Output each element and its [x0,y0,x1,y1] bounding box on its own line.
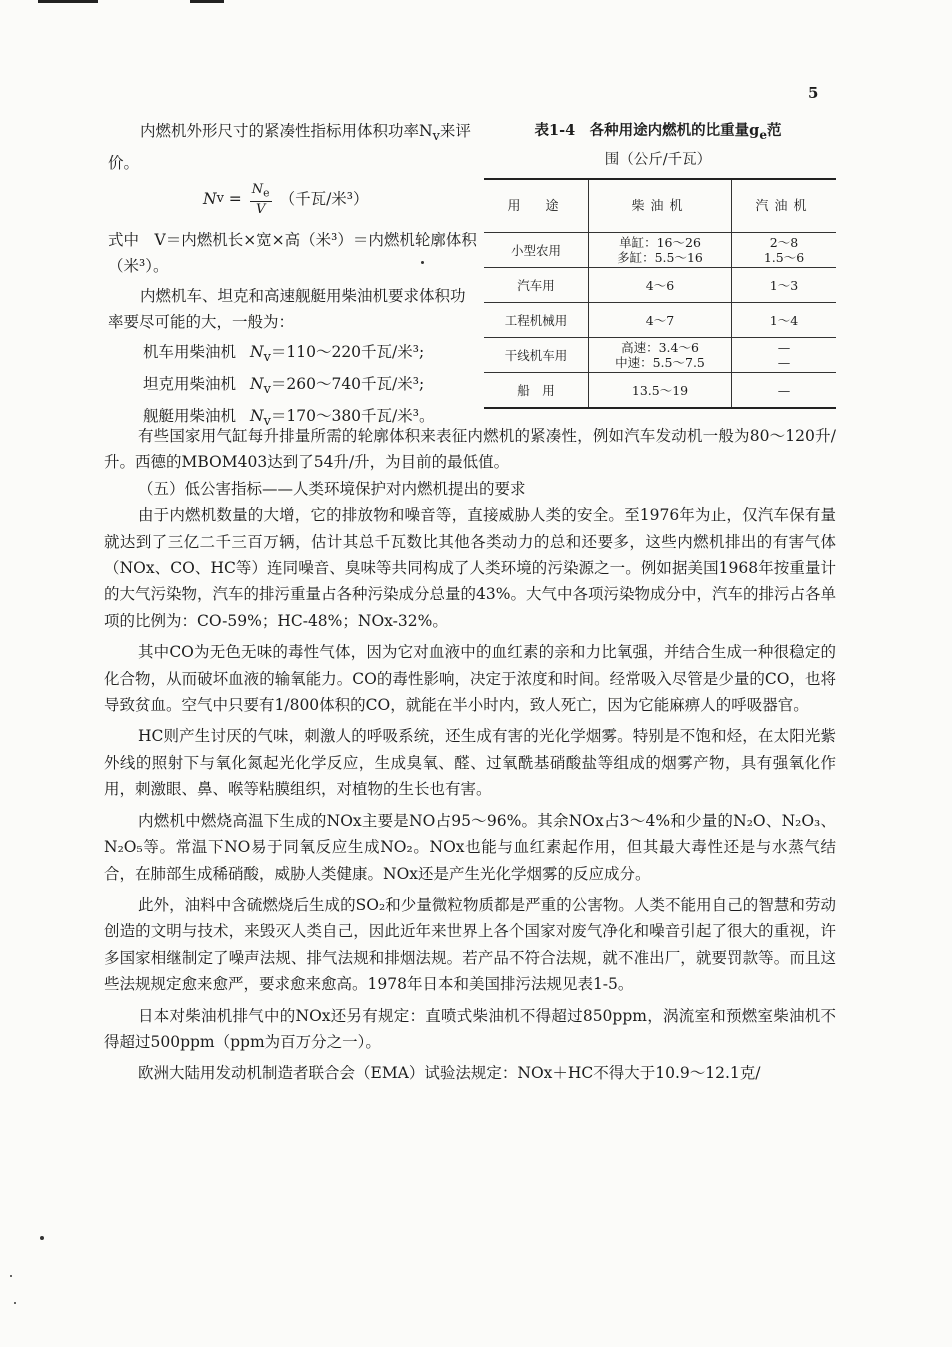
spec-range: ＝260～740千瓦/米³; [270,374,425,393]
formula-denominator: V [255,201,266,217]
table-header-row [484,179,836,233]
spec-symbol-text: N [250,374,264,393]
caption-text: 表1-4 各种用途内燃机的比重量g [534,122,760,139]
spec-symbol-sub: v [263,349,271,365]
section-heading: （五）低公害指标——人类环境保护对内燃机提出的要求 [138,479,526,498]
cell-gasoline: 1～4 [732,303,837,338]
intro-paragraph [108,118,478,176]
cell-gasoline: 1～3 [732,268,837,303]
header-use: 用 途 [484,179,589,233]
diesel-line: 单缸：16～26 [619,235,701,250]
formula-unit: （千瓦/米³） [279,190,369,209]
formula-num-text: N [251,182,264,198]
gasoline-line: 1.5～6 [763,250,805,265]
formula-lhs-sub: v [216,191,224,207]
scan-speck [421,261,424,264]
cell-diesel [589,338,732,373]
intro-text: 内燃机外形尺寸的紧凑性指标用体积功率N [140,122,433,140]
gasoline-line: 2～8 [769,235,799,250]
requirement-paragraph: 内燃机车、坦克和高速舰艇用柴油机要求体积功率要尽可能的大，一般为： [108,286,466,331]
cell-gasoline [732,338,837,373]
table-row [484,303,836,338]
spec-symbol-sub: v [263,413,271,429]
diesel-line: 高速：3.4～6 [621,340,699,355]
cell-gasoline [732,233,837,268]
paragraph-compactness: 有些国家用气缸每升排量所需的轮廓体积来表征内燃机的紧凑性，例如汽车发动机一般为80～120升/升。西德的MBOM403达到了54升/升，为目前的最低值。 [104,427,836,472]
formula-numerator [250,182,272,202]
header-gasoline: 汽油机 [732,179,837,233]
spec-symbol [250,374,271,397]
intro-sub: v [432,129,440,145]
cell-use: 工程机械用 [484,303,589,338]
spec-line-tank [108,371,478,403]
spec-range: ＝110～220千瓦/米³; [270,342,425,361]
table-row [484,338,836,373]
caption-sub: e [759,127,768,142]
spec-symbol-text: N [250,342,264,361]
cell-use: 小型农用 [484,233,589,268]
formula-lhs: N [203,190,217,209]
spec-symbol-text: N [250,406,264,425]
cell-diesel: 4～7 [589,303,732,338]
table-row [484,268,836,303]
cell-diesel [589,233,732,268]
cell-use: 汽车用 [484,268,589,303]
paragraph-japan: 日本对柴油机排气中的NOx还另有规定：直喷式柴油机不得超过850ppm，涡流室和预燃室柴油机不得超过500ppm（ppm为百万分之一）。 [104,1006,836,1051]
spec-name: 机车用柴油机 [143,342,237,361]
diesel-line: 多缸：5.5～16 [617,250,703,265]
formula-equals: = [223,190,242,209]
volume-power-formula [108,182,478,217]
gasoline-line: — [777,340,791,355]
cell-use: 船 用 [484,373,589,409]
caption-tail: 范 [767,122,782,139]
table-caption-line2: 围（公斤/千瓦） [604,151,712,168]
scan-mark-mid [190,0,224,3]
spec-name: 舰艇用柴油机 [143,406,237,425]
header-diesel: 柴油机 [589,179,732,233]
cell-diesel: 13.5～19 [589,373,732,409]
paragraph-co: 其中CO为无色无味的毒性气体，因为它对血液中的血红素的亲和力比氧强，并结合生成一种很稳定的化合物，从而破坏血液的输氧能力。CO的毒性影响，决定于浓度和时间。经常吸入尽管是少量的CO，也将导致贫血。空气中只要有1/800体积的CO，就能在半小时内，致人死亡，因为它能麻痹人的呼吸器官。 [104,643,836,715]
formula-num-sub: e [263,186,270,200]
paragraph-ema: 欧洲大陆用发动机制造者联合会（EMA）试验法规定：NOx＋HC不得大于10.9～12.1克/ [138,1064,761,1083]
paragraph-hc: HC则产生讨厌的气味，刺激人的呼吸系统，还生成有害的光化学烟雾。特别是不饱和烃，在太阳光紫外线的照射下与氧化氮起光化学反应，生成臭氧、醛、过氧酰基硝酸盐等组成的烟雾产物，具有强氧化作用，刺激眼、鼻、喉等粘膜组织，对植物的生长也有害。 [104,727,836,799]
page-number: 5 [808,84,819,102]
spec-range: ＝170～380千瓦/米³。 [270,406,435,425]
gasoline-line: — [777,355,791,370]
specific-weight-table [484,178,836,409]
table-row [484,373,836,409]
main-text [104,423,836,1092]
paragraph-nox: 内燃机中燃烧高温下生成的NOx主要是NO占95～96%。其余NOx占3～4%和少量的N₂O、N₂O₃、N₂O₅等。常温下NO易于同氧反应生成NO₂。NOx也能与血红素起作用，但其最大毒性还是与水蒸气结合，在肺部生成稀硝酸，威胁人类健康。NOx还是产生光化学烟雾的反应成分。 [104,811,836,883]
intro-tail: 来评价。 [108,122,471,173]
cell-gasoline: — [732,373,837,409]
paragraph-emissions: 由于内燃机数量的大增，它的排放物和噪音等，直接威胁人类的安全。至1976年为止，仅汽车保有量就达到了三亿二千三百万辆，估计其总千瓦数比其他各类动力的总和还要多，这些内燃机排出的有害气体（NOx、CO、HC等）连同噪音、臭味等共同构成了人类环境的污染源之一。例如据美国1968年按重量计的大气污染物，汽车的排污重量占各种污染成分总量的43%。大气中各项污染物成分中，汽车的排污占各单项的比例为：CO-59%；HC-48%；NOx-32%。 [104,506,836,630]
diesel-line: 中速：5.5～7.5 [615,355,705,370]
spec-symbol [250,342,271,365]
cell-diesel: 4～6 [589,268,732,303]
table-caption-line1 [508,118,808,148]
definition-paragraph: 式中 V＝内燃机长×宽×高（米³）＝内燃机轮廓体积（米³）。 [108,230,477,275]
scan-speck [40,1236,44,1240]
spec-line-locomotive [108,339,478,371]
left-column [108,118,478,435]
cell-use: 干线机车用 [484,338,589,373]
table-caption [508,118,808,173]
scan-speck [14,1302,16,1304]
scan-mark-left [38,0,98,3]
spec-name: 坦克用柴油机 [143,374,237,393]
scan-speck [10,1275,12,1277]
spec-symbol-sub: v [263,381,271,397]
formula-fraction [250,182,272,217]
paragraph-regulations: 此外，油料中含硫燃烧后生成的SO₂和少量微粒物质都是严重的公害物。人类不能用自己的智慧和劳动创造的文明与技术，来毁灭人类自己，因此近年来世界上各个国家对废气净化和噪音引起了很大的重视，许多国家相继制定了噪声法规、排气法规和排烟法规。若产品不符合法规，就不准出厂，就要罚款等。而且这些法规规定愈来愈严，要求愈来愈高。1978年日本和美国排污法规见表1-5。 [104,895,836,994]
table-row [484,233,836,268]
